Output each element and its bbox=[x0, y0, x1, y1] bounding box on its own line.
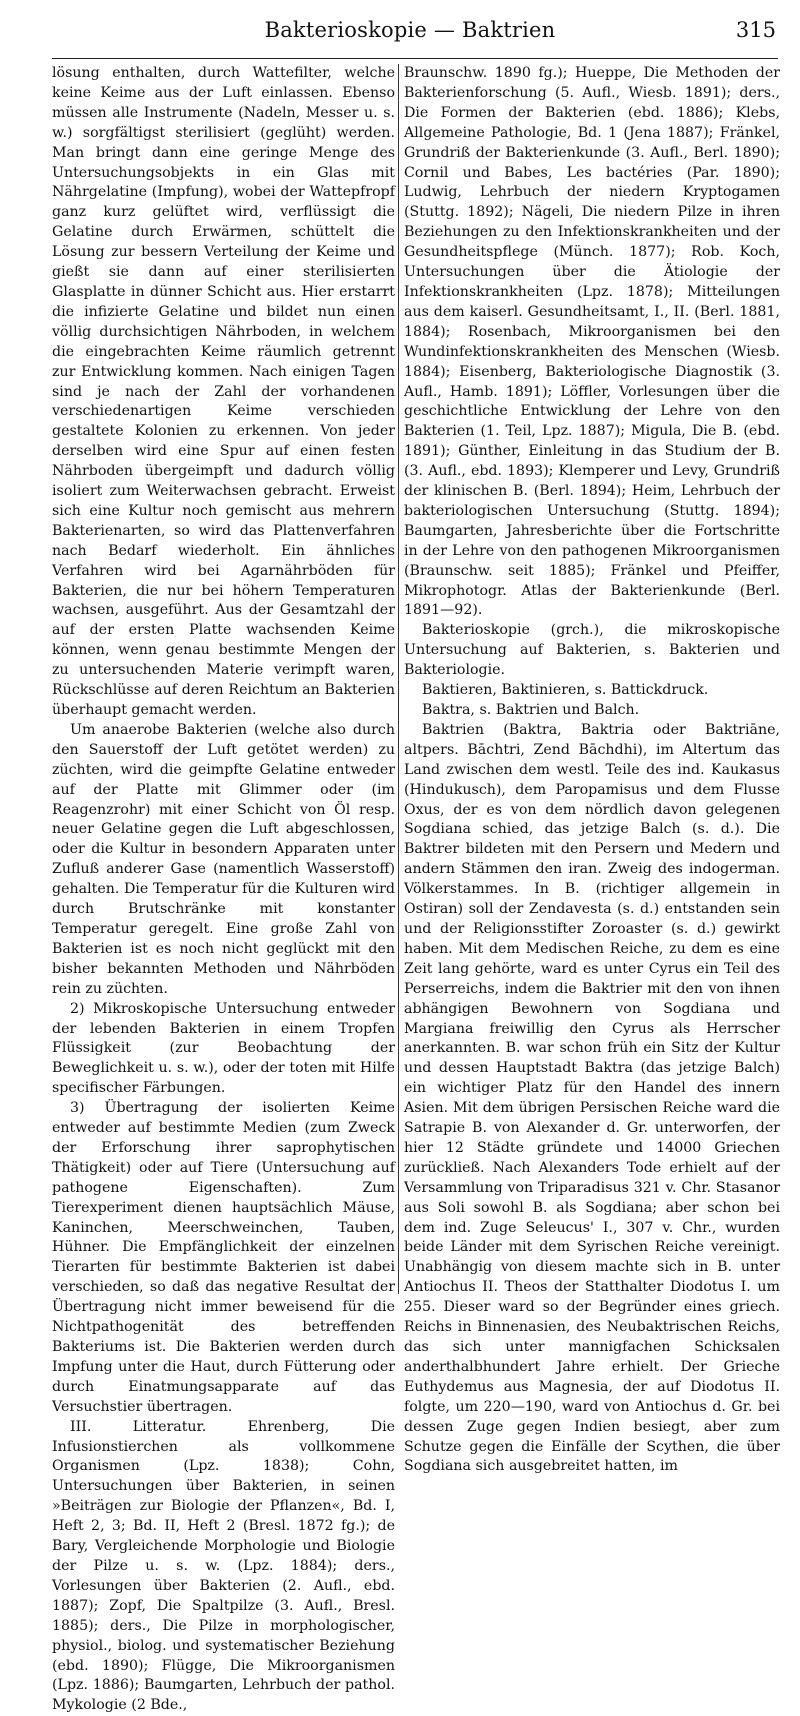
page-number: 315 bbox=[735, 18, 776, 42]
header-rule bbox=[52, 58, 778, 59]
entry-baktrien: Baktrien (Baktra, Baktria oder Baktriāne, altpers. Bāchtri, Zend Bāchdhi), im Altertum das Land zwischen dem westl. Teile des ind. Kaukasus (Hindukusch), dem Paropamisus und dem Flusse Oxus, der es von dem nördlich davon gelegenen Sogdiana schied, das jetzige Balch (s. d.). Die Baktrer bildeten mit den Persern und Medern und andern Stämmen den iran. Zweig des indogerman. Völkerstammes. In B. (richtiger allgemein in Ostiran) soll der Zendavesta (s. d.) entstanden sein und der Religionsstifter Zoroaster (s. d.) gewirkt haben. Mit dem Medischen Reiche, zu dem es eine Zeit lang gehörte, ward es unter Cyrus ein Teil des Perserreichs, indem die Baktrier mit den von ihnen abhängigen Bewohnern von Sogdiana und Margiana freiwillig den Cyrus als Herrscher anerkannten. B. war schon früh ein Sitz der Kultur und dessen Hauptstadt Baktra (das jetzige Balch) ein wichtiger Platz für den Handel des innern Asien. Mit dem übrigen Persischen Reiche ward die Satrapie B. von Alexander d. Gr. unterworfen, der hier 12 Städte gründete und 14000 Griechen zurückließ. Nach Alexanders Tode erhielt auf der Versammlung von Triparadisus 321 v. Chr. Stasanor aus Soli sowohl B. als Sogdiana; aber schon bei dem ind. Zuge Seleucus' I., 307 v. Chr., wurden beide Länder mit dem Syrischen Reiche vereinigt. Unabhängig von diesem machte sich in B. unter Antiochus II. Theos der Statthalter Diodotus I. um 255. Dieser ward so der Begründer eines griech. Reichs in Binnenasien, des Neubaktrischen Reichs, das sich unter mannigfachen Schicksalen anderthalbhundert Jahre erhielt. Der Grieche Euthydemus aus Magnesia, der auf Diodotus II. folgte, um 220—190, ward von Antiochus d. Gr. bei dessen Zuge gegen Indien besiegt, aber zum Schutze gegen die Einfälle der Scythen, die über Sogdiana sich ausgebreitet hatten, im bbox=[404, 721, 780, 1475]
right-column bbox=[404, 64, 780, 1475]
paragraph-literature: III. Litteratur. Ehrenberg, Die Infusionstierchen als vollkommene Organismen (Lpz. 1838); Cohn, Untersuchungen über Bakterien, in seinen »Beiträgen zur Biologie der Pflanzen«, Bd. I, Heft 2, 3; Bd. II, Heft 2 (Bresl. 1872 fg.); de Bary, Vergleichende Morphologie und Biologie der Pilze u. s. w. (Lpz. 1884); ders., Vorlesungen über Bakterien (2. Aufl., ebd. 1887); Zopf, Die Spaltpilze (3. Aufl., Bresl. 1885); ders., Die Pilze in morphologischer, physiol., biolog. und systematischer Beziehung (ebd. 1890); Flügge, Die Mikroorganismen (Lpz. 1886); Baumgarten, Lehrbuch der pathol. Mykologie (2 Bde., bbox=[52, 1418, 395, 1714]
running-title: Bakterioskopie — Baktrien bbox=[264, 18, 556, 42]
entry-bakterioskopie: Bakterioskopie (grch.), die mikroskopische Untersuchung auf Bakterien, s. Bakterien und Bakteriologie. bbox=[404, 622, 780, 679]
column-divider bbox=[398, 64, 399, 1294]
paragraph-literature-cont: Braunschw. 1890 fg.); Hueppe, Die Methoden der Bakterienforschung (5. Aufl., Wiesb. 1891); ders., Die Formen der Bakterien (ebd. 1886); Klebs, Allgemeine Pathologie, Bd. 1 (Jena 1887); Fränkel, Grundriß der Bakterienkunde (3. Aufl., Berl. 1890); Cornil und Babes, Les bactéries (Par. 1890); Ludwig, Lehrbuch der niedern Kryptogamen (Stuttg. 1892); Nägeli, Die niedern Pilze in ihren Beziehungen zu den Infektionskrankheiten und der Gesundheitspflege (Münch. 1877); Rob. Koch, Untersuchungen über die Ätiologie der Infektionskrankheiten (Lpz. 1878); Mitteilungen aus dem kaiserl. Gesundheitsamt, I., II. (Berl. 1881, 1884); Rosenbach, Mikroorganismen bei den Wundinfektionskrankheiten des Menschen (Wiesb. 1884); Eisenberg, Bakteriologische Diagnostik (3. Aufl., Hamb. 1891); Löffler, Vorlesungen über die geschichtliche Entwicklung der Lehre von den Bakterien (1. Teil, Lpz. 1887); Migula, Die B. (ebd. 1891); Günther, Einleitung in das Studium der B. (3. Aufl., ebd. 1893); Klemperer und Levy, Grundriß der klinischen B. (Berl. 1894); Heim, Lehrbuch der bakteriologischen Untersuchung (Stuttg. 1894); Baumgarten, Jahresberichte über die Fortschritte in der Lehre von den pathogenen Mikroorganismen (Braunschw. seit 1885); Fränkel und Pfeiffer, Mikrophotogr. Atlas der Bakterienkunde (Berl. 1891—92). bbox=[404, 65, 780, 619]
paragraph-culture-method: lösung enthalten, durch Wattefilter, welche keine Keime aus der Luft einlassen. Ebenso müssen alle Instrumente (Nadeln, Messer u. s. w.) sorgfältigst sterilisiert (geglüht) werden. Man bringt dann eine geringe Menge des Untersuchungsobjekts in ein Glas mit Nährgelatine (Impfung), wobei der Wattepfropf ganz kurz gelüftet wird, verflüssigt die Gelatine durch Erwärmen, schüttelt die Lösung zur bessern Verteilung der Keime und gießt sie dann auf einer sterilisierten Glasplatte in dünner Schicht aus. Hier erstarrt die infizierte Gelatine und bildet nun einen völlig durchsichtigen Nährboden, in welchem die eingebrachten Keime räumlich getrennt zur Entwicklung kommen. Nach einigen Tagen sind je nach der Zahl der vorhandenen verschiedenartigen Keime verschieden gestaltete Kolonien zu erkennen. Von jeder derselben wird eine Spur auf einen festen Nährboden übergeimpft und dadurch völlig isoliert zum Weiterwachsen gebracht. Erweist sich eine Kultur noch gemischt aus mehrern Bakterienarten, so wird das Plattenverfahren nach Bedarf wiederholt. Ein ähnliches Verfahren wird bei Agarnährböden für Bakterien, die nur bei höhern Temperaturen wachsen, ausgeführt. Aus der Gesamtzahl der auf der ersten Platte wachsenden Keime können, wenn genau bestimmte Mengen der zu untersuchenden Materie verimpft waren, Rückschlüsse auf deren Reichtum an Bakterien überhaupt gemacht werden. bbox=[52, 65, 395, 718]
page-header bbox=[40, 16, 780, 50]
paragraph-microscopic: 2) Mikroskopische Untersuchung entweder der lebenden Bakterien in einem Tropfen Flüssigkeit (zur Beobachtung der Beweglichkeit u. s. w.), oder der toten mit Hilfe specifischer Färbungen. bbox=[52, 1000, 395, 1097]
paragraph-transfer: 3) Übertragung der isolierten Keime entweder auf bestimmte Medien (zum Zweck der Erforschung ihrer saprophytischen Thätigkeit) oder auf Tiere (Untersuchung auf pathogene Eigenschaften). Zum Tierexperiment dienen hauptsächlich Mäuse, Kaninchen, Meerschweinchen, Tauben, Hühner. Die Empfänglichkeit der einzelnen Tierarten für bestimmte Bakterien ist dabei verschieden, so daß das negative Resultat der Übertragung nicht immer beweisend für die Nichtpathogenität des betreffenden Bakteriums ist. Die Bakterien werden durch Impfung unter die Haut, durch Fütterung oder durch Einatmungsapparate auf das Versuchstier übertragen. bbox=[52, 1100, 395, 1415]
entry-baktra: Baktra, s. Baktrien und Balch. bbox=[422, 702, 640, 718]
entry-baktieren: Baktieren, Baktinieren, s. Battickdruck. bbox=[422, 682, 709, 699]
paragraph-anaerobic: Um anaerobe Bakterien (welche also durch den Sauerstoff der Luft getötet werden) zu züchten, wird die geimpfte Gelatine entweder auf der Platte mit Glimmer oder (im Reagenzrohr) mit einer Schicht von Öl resp. neuer Gelatine gegen die Luft abgeschlossen, oder die Kultur in besondern Apparaten unter Zufluß anderer Gase (namentlich Wasserstoff) gehalten. Die Temperatur für die Kulturen wird durch Brutschränke mit konstanter Temperatur geregelt. Eine große Zahl von Bakterien ist es noch nicht geglückt mit den bisher bekannten Methoden und Nährböden rein zu züchten. bbox=[52, 721, 395, 997]
left-column bbox=[52, 64, 395, 1714]
